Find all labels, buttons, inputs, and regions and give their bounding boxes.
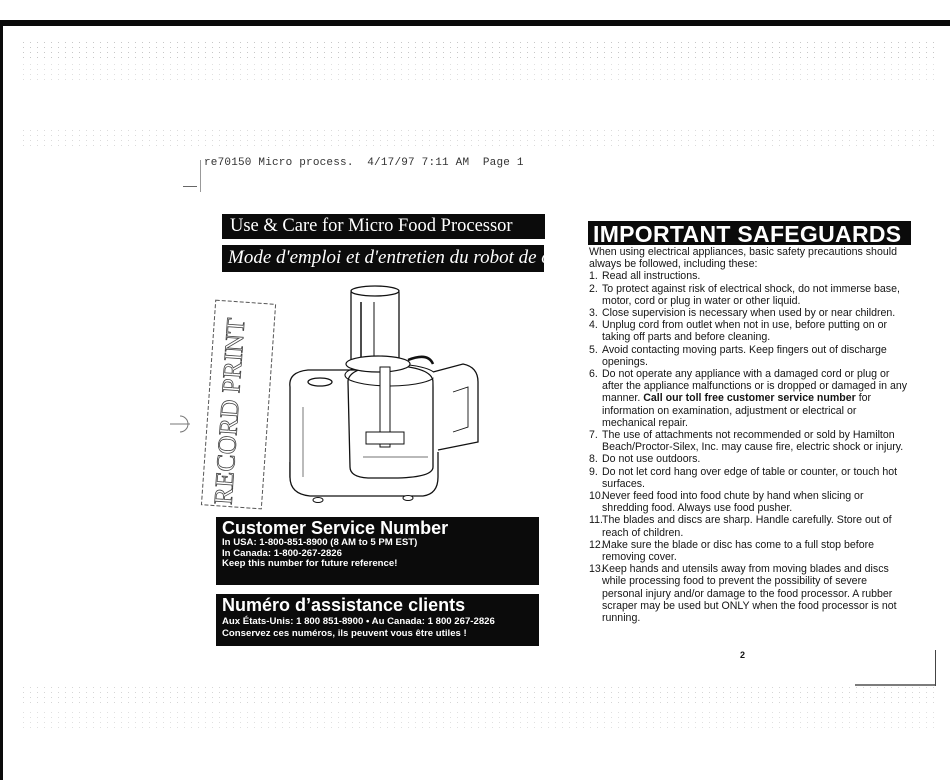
toll-free-callout: Call our toll free customer service number — [643, 392, 856, 405]
safeguard-item: 2. To protect against risk of electrical shock, do not immerse base, motor, cord or plug in water or other liquid. — [589, 282, 900, 307]
canada-phone: In Canada: 1-800-267-2826 — [222, 547, 342, 559]
safeguard-6-text: Do not operate any appliance with a damaged cord or plug or after the appliance malfunctions or is dropped or damaged in any manner. Call our toll free customer service number for information on examination, adjustment or electrical or mechanical repair. — [602, 368, 908, 429]
customer-service-heading: Customer Service Number — [222, 518, 449, 538]
customer-service-heading-french: Numéro d’assistance clients — [222, 595, 466, 615]
safeguard-item: 4. Unplug cord from outlet when not in use, before putting on or taking off parts and before cleaning. — [589, 319, 888, 344]
usa-phone: In USA: 1-800-851-8900 (8 AM to 5 PM EST) — [222, 537, 418, 548]
print-page: Page 1 — [482, 157, 524, 169]
margin-line — [200, 160, 201, 192]
safeguard-item: 13. Keep hands and utensils away from moving blades and discs while processing food to prevent the possibility of severe personal injury and/or damage to the food processor. A rubber scraper may be used but ONLY when the food processor is not running. — [589, 563, 897, 625]
scan-noise-top-2 — [20, 62, 935, 82]
safeguards-intro: When using electrical appliances, basic safety precautions should always be followed, including these: — [589, 246, 897, 271]
crop-tick — [935, 650, 936, 686]
safeguard-item: 7. The use of attachments not recommended or sold by Hamilton Beach/Proctor-Silex, Inc. may cause fire, electric shock or injury. — [589, 429, 904, 454]
safeguard-item: 3. Close supervision is necessary when used by or near children. — [589, 307, 896, 320]
crop-rule — [855, 684, 935, 686]
safeguard-item: 11. The blades and discs are sharp. Handle carefully. Store out of reach of children. — [589, 514, 892, 539]
safeguard-item: 9. Do not let cord hang over edge of table or counter, or touch hot surfaces. — [589, 465, 898, 490]
print-file: re70150 Micro process. — [204, 157, 354, 169]
print-header — [204, 157, 524, 169]
keep-number-note-french: Conservez ces numéros, ils peuvent vous être utiles ! — [222, 627, 467, 639]
safeguards-title: IMPORTANT SAFEGUARDS — [588, 221, 911, 245]
scan-noise-top — [20, 40, 935, 60]
safeguard-item: 12. Make sure the blade or disc has come to a full stop before removing cover. — [589, 538, 875, 564]
registration-mark-icon — [168, 412, 192, 436]
manual-title-english: Use & Care for Micro Food Processor — [222, 214, 545, 239]
scan-noise-bottom-2 — [20, 710, 935, 730]
scan-noise-bottom — [20, 685, 935, 705]
record-print-stamp — [201, 300, 275, 509]
phones-french: Aux États-Unis: 1 800 851-8900 • Au Canada: 1 800 267-2826 — [222, 616, 495, 627]
safeguards-list — [589, 270, 909, 624]
customer-service-box — [216, 517, 539, 585]
print-date: 4/17/97 — [367, 157, 415, 169]
dash-mark — [183, 186, 197, 187]
keep-number-note: Keep this number for future reference! — [222, 558, 398, 569]
manual-title-french: Mode d'emploi et d'entretien du robot de cuisine — [222, 245, 544, 272]
page-number: 2 — [740, 650, 746, 660]
safeguard-item: 5. Avoid contacting moving parts. Keep fingers out of discharge openings. — [589, 343, 887, 368]
print-time: 7:11 AM — [421, 157, 470, 169]
customer-service-box-french — [216, 594, 539, 646]
safeguards-body — [589, 246, 909, 624]
scan-noise-mid — [20, 128, 935, 148]
safeguard-item: 8. Do not use outdoors. — [589, 453, 701, 466]
safeguard-item: 1. Read all instructions. — [589, 270, 701, 283]
food-processor-illustration — [198, 272, 498, 517]
stamp-text: RECORD PRINT — [208, 317, 251, 506]
safeguard-item: 6. Do not operate any appliance with a damaged cord or plug or after the appliance malfunctions or is dropped or damaged in any manner. Call our toll free customer service number for information on examination, adjustment or electrical or mechanical repair. — [589, 368, 908, 429]
safeguard-item: 10. Never feed food into food chute by hand when slicing or shredding food. Always use food pusher. — [589, 490, 864, 515]
